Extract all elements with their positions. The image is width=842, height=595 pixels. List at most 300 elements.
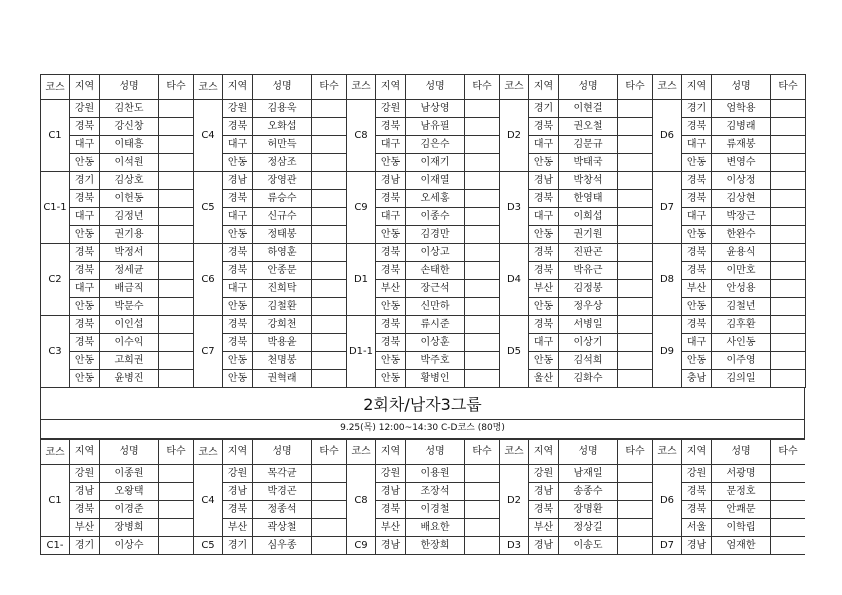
player-name: 배요한: [406, 519, 465, 537]
table-row: [41, 208, 806, 226]
course-code: D1: [347, 244, 376, 316]
player-region: 대구: [682, 136, 712, 154]
player-strokes: [159, 100, 194, 118]
header-strokes: 타수: [771, 440, 806, 465]
player-strokes: [618, 334, 653, 352]
player-region: 경남: [223, 483, 253, 501]
group2-title: 2회차/남자3그룹: [41, 388, 805, 420]
player-name: 이석원: [100, 154, 159, 172]
course-code: C6: [194, 244, 223, 316]
player-strokes: [618, 118, 653, 136]
table-row: [41, 370, 806, 388]
header-name: 성명: [100, 440, 159, 465]
player-region: 강원: [70, 100, 100, 118]
player-name: 오왕택: [100, 483, 159, 501]
player-strokes: [771, 100, 806, 118]
player-region: 경북: [682, 190, 712, 208]
player-strokes: [465, 208, 500, 226]
player-region: 서울: [682, 519, 712, 537]
course-code: C3: [41, 316, 70, 388]
player-strokes: [465, 244, 500, 262]
player-name: 하영훈: [253, 244, 312, 262]
header-region: 지역: [70, 75, 100, 100]
player-name: 김경만: [406, 226, 465, 244]
player-region: 경남: [682, 537, 712, 555]
course-code: D3: [500, 172, 529, 244]
header-name: 성명: [406, 440, 465, 465]
player-strokes: [465, 483, 500, 501]
player-name: 배금직: [100, 280, 159, 298]
player-strokes: [465, 316, 500, 334]
player-region: 대구: [223, 280, 253, 298]
course-code: D7: [653, 537, 682, 555]
header-region: 지역: [376, 440, 406, 465]
player-region: 경북: [529, 118, 559, 136]
header-name: 성명: [100, 75, 159, 100]
player-strokes: [771, 352, 806, 370]
player-region: 안동: [529, 352, 559, 370]
player-strokes: [159, 190, 194, 208]
player-name: 한장희: [406, 537, 465, 555]
course-code: C8: [347, 465, 376, 537]
player-strokes: [312, 298, 347, 316]
player-strokes: [312, 226, 347, 244]
player-name: 김정년: [100, 208, 159, 226]
course-code: D1-1: [347, 316, 376, 388]
player-strokes: [465, 172, 500, 190]
table-row: [41, 352, 806, 370]
player-region: 경남: [223, 172, 253, 190]
player-strokes: [771, 118, 806, 136]
player-region: 안동: [682, 154, 712, 172]
course-code: D2: [500, 465, 529, 537]
player-region: 경기: [529, 100, 559, 118]
player-strokes: [618, 208, 653, 226]
player-strokes: [312, 136, 347, 154]
player-region: 부산: [529, 280, 559, 298]
player-strokes: [618, 262, 653, 280]
course-code: D5: [500, 316, 529, 388]
player-region: 경기: [70, 537, 100, 555]
player-name: 권오철: [559, 118, 618, 136]
player-strokes: [465, 226, 500, 244]
player-strokes: [159, 334, 194, 352]
player-strokes: [159, 465, 194, 483]
player-region: 경북: [70, 262, 100, 280]
schedule-sheet: [40, 74, 805, 569]
player-name: 박유근: [559, 262, 618, 280]
player-strokes: [771, 501, 806, 519]
table-row: [41, 501, 806, 519]
player-region: 안동: [70, 226, 100, 244]
player-region: 경북: [70, 501, 100, 519]
player-region: 경북: [682, 172, 712, 190]
player-strokes: [618, 316, 653, 334]
player-name: 안종문: [253, 262, 312, 280]
course-code: D9: [653, 316, 682, 388]
player-name: 이상기: [559, 334, 618, 352]
player-strokes: [312, 280, 347, 298]
player-region: 경북: [529, 262, 559, 280]
player-strokes: [312, 262, 347, 280]
player-region: 강원: [529, 465, 559, 483]
player-strokes: [159, 316, 194, 334]
player-strokes: [618, 537, 653, 555]
player-name: 오화섭: [253, 118, 312, 136]
table-row: [41, 244, 806, 262]
player-region: 안동: [529, 298, 559, 316]
player-region: 경남: [529, 172, 559, 190]
table-row: [41, 136, 806, 154]
player-strokes: [312, 172, 347, 190]
player-strokes: [312, 537, 347, 555]
player-name: 이상고: [406, 244, 465, 262]
player-name: 고희권: [100, 352, 159, 370]
player-strokes: [312, 352, 347, 370]
player-name: 강희천: [253, 316, 312, 334]
player-name: 이태흥: [100, 136, 159, 154]
course-code: C7: [194, 316, 223, 388]
player-region: 대구: [223, 136, 253, 154]
player-strokes: [771, 190, 806, 208]
player-region: 부산: [70, 519, 100, 537]
player-strokes: [159, 280, 194, 298]
player-strokes: [618, 352, 653, 370]
player-region: 경북: [70, 190, 100, 208]
player-strokes: [312, 208, 347, 226]
player-strokes: [465, 154, 500, 172]
table-row: [41, 316, 806, 334]
header-course: 코스: [500, 75, 529, 100]
player-strokes: [159, 154, 194, 172]
player-strokes: [465, 298, 500, 316]
player-name: 남유필: [406, 118, 465, 136]
header-course: 코스: [347, 75, 376, 100]
player-region: 안동: [70, 298, 100, 316]
player-region: 대구: [376, 136, 406, 154]
player-name: 서광명: [712, 465, 771, 483]
table-row: [41, 262, 806, 280]
player-name: 오세홍: [406, 190, 465, 208]
header-course: 코스: [194, 75, 223, 100]
player-name: 박주호: [406, 352, 465, 370]
player-name: 김의일: [712, 370, 771, 388]
player-name: 이경철: [406, 501, 465, 519]
player-name: 사인동: [712, 334, 771, 352]
player-region: 안동: [223, 370, 253, 388]
course-code: C2: [41, 244, 70, 316]
player-strokes: [159, 244, 194, 262]
player-name: 황병인: [406, 370, 465, 388]
player-name: 이송도: [559, 537, 618, 555]
header-strokes: 타수: [618, 440, 653, 465]
player-region: 경북: [529, 316, 559, 334]
player-name: 윤용식: [712, 244, 771, 262]
player-name: 박문수: [100, 298, 159, 316]
player-strokes: [465, 190, 500, 208]
header-strokes: 타수: [159, 75, 194, 100]
player-name: 김병래: [712, 118, 771, 136]
header-strokes: 타수: [312, 75, 347, 100]
player-region: 강원: [682, 465, 712, 483]
player-region: 안동: [529, 154, 559, 172]
player-name: 안쾌문: [712, 501, 771, 519]
player-strokes: [159, 172, 194, 190]
header-name: 성명: [253, 75, 312, 100]
player-region: 경북: [376, 244, 406, 262]
player-region: 강원: [223, 100, 253, 118]
group1-table: [40, 74, 806, 388]
player-name: 목각균: [253, 465, 312, 483]
player-region: 경남: [376, 172, 406, 190]
table-row: [41, 118, 806, 136]
player-strokes: [771, 465, 806, 483]
player-name: 정태봉: [253, 226, 312, 244]
player-strokes: [618, 483, 653, 501]
player-name: 정삼조: [253, 154, 312, 172]
header-name: 성명: [559, 75, 618, 100]
player-name: 강신창: [100, 118, 159, 136]
player-region: 부산: [376, 519, 406, 537]
player-name: 남재일: [559, 465, 618, 483]
player-name: 허만득: [253, 136, 312, 154]
header-region: 지역: [70, 440, 100, 465]
player-strokes: [312, 501, 347, 519]
player-name: 심우종: [253, 537, 312, 555]
header-strokes: 타수: [159, 440, 194, 465]
table-row: [41, 519, 806, 537]
player-region: 충남: [682, 370, 712, 388]
player-region: 울산: [529, 370, 559, 388]
player-region: 안동: [682, 226, 712, 244]
player-name: 남상영: [406, 100, 465, 118]
player-region: 경북: [70, 334, 100, 352]
player-name: 이용원: [406, 465, 465, 483]
player-region: 경남: [376, 483, 406, 501]
player-name: 정우상: [559, 298, 618, 316]
table-row: [41, 100, 806, 118]
group2-heading: [40, 388, 805, 439]
player-name: 류승수: [253, 190, 312, 208]
player-strokes: [312, 154, 347, 172]
player-name: 김용욱: [253, 100, 312, 118]
player-name: 권혁래: [253, 370, 312, 388]
player-region: 경북: [223, 244, 253, 262]
player-strokes: [618, 136, 653, 154]
player-region: 대구: [529, 208, 559, 226]
player-region: 경북: [682, 501, 712, 519]
course-code: C4: [194, 465, 223, 537]
player-name: 윤병진: [100, 370, 159, 388]
player-region: 경북: [529, 501, 559, 519]
player-region: 대구: [529, 136, 559, 154]
player-region: 경북: [682, 262, 712, 280]
player-region: 경남: [529, 483, 559, 501]
course-code: C1-: [41, 537, 70, 555]
course-code: C1-1: [41, 172, 70, 244]
player-name: 장병희: [100, 519, 159, 537]
player-strokes: [465, 118, 500, 136]
player-name: 한영태: [559, 190, 618, 208]
player-strokes: [618, 154, 653, 172]
player-region: 경남: [529, 537, 559, 555]
table-row: [41, 537, 806, 555]
player-name: 이재기: [406, 154, 465, 172]
player-name: 이학립: [712, 519, 771, 537]
player-strokes: [312, 519, 347, 537]
player-strokes: [771, 136, 806, 154]
player-region: 경기: [223, 537, 253, 555]
player-strokes: [771, 154, 806, 172]
header-course: 코스: [653, 75, 682, 100]
player-strokes: [771, 172, 806, 190]
player-strokes: [465, 334, 500, 352]
player-region: 부산: [223, 519, 253, 537]
player-strokes: [618, 190, 653, 208]
player-strokes: [159, 537, 194, 555]
player-strokes: [159, 136, 194, 154]
player-strokes: [312, 334, 347, 352]
player-name: 박창석: [559, 172, 618, 190]
player-name: 이재열: [406, 172, 465, 190]
course-code: D3: [500, 537, 529, 555]
player-strokes: [771, 370, 806, 388]
course-code: D6: [653, 465, 682, 537]
player-strokes: [771, 519, 806, 537]
header-region: 지역: [682, 75, 712, 100]
player-strokes: [771, 244, 806, 262]
player-region: 강원: [70, 465, 100, 483]
player-region: 부산: [376, 280, 406, 298]
player-strokes: [771, 316, 806, 334]
player-region: 안동: [682, 298, 712, 316]
player-name: 박태국: [559, 154, 618, 172]
player-strokes: [618, 244, 653, 262]
player-name: 권기원: [559, 226, 618, 244]
player-name: 신규수: [253, 208, 312, 226]
player-region: 대구: [223, 208, 253, 226]
player-name: 안성용: [712, 280, 771, 298]
table-row: [41, 483, 806, 501]
player-strokes: [312, 370, 347, 388]
course-code: C8: [347, 100, 376, 172]
header-region: 지역: [223, 75, 253, 100]
course-code: C9: [347, 537, 376, 555]
player-name: 이상정: [712, 172, 771, 190]
player-strokes: [465, 519, 500, 537]
player-name: 장영관: [253, 172, 312, 190]
player-name: 진판곤: [559, 244, 618, 262]
header-course: 코스: [500, 440, 529, 465]
player-name: 박장근: [712, 208, 771, 226]
player-region: 안동: [70, 370, 100, 388]
player-name: 이종수: [406, 208, 465, 226]
player-strokes: [312, 483, 347, 501]
player-region: 경북: [376, 118, 406, 136]
player-strokes: [465, 100, 500, 118]
player-region: 경북: [70, 244, 100, 262]
player-region: 안동: [376, 352, 406, 370]
player-region: 대구: [529, 334, 559, 352]
player-region: 대구: [70, 136, 100, 154]
player-region: 대구: [70, 280, 100, 298]
player-strokes: [771, 334, 806, 352]
course-code: C1: [41, 100, 70, 172]
player-strokes: [159, 262, 194, 280]
player-name: 이경준: [100, 501, 159, 519]
header-row: [41, 440, 806, 465]
player-name: 권기용: [100, 226, 159, 244]
player-strokes: [771, 537, 806, 555]
player-name: 정세균: [100, 262, 159, 280]
player-name: 천명봉: [253, 352, 312, 370]
player-region: 안동: [529, 226, 559, 244]
player-strokes: [618, 298, 653, 316]
player-strokes: [312, 244, 347, 262]
player-name: 이상훈: [406, 334, 465, 352]
player-name: 김찬도: [100, 100, 159, 118]
player-region: 대구: [376, 208, 406, 226]
player-name: 김화수: [559, 370, 618, 388]
player-strokes: [771, 226, 806, 244]
player-region: 안동: [223, 298, 253, 316]
player-name: 곽상철: [253, 519, 312, 537]
player-strokes: [618, 501, 653, 519]
header-region: 지역: [682, 440, 712, 465]
player-region: 경북: [376, 262, 406, 280]
header-course: 코스: [347, 440, 376, 465]
table-row: [41, 172, 806, 190]
player-name: 김철년: [712, 298, 771, 316]
player-strokes: [618, 226, 653, 244]
header-region: 지역: [529, 75, 559, 100]
player-name: 조장석: [406, 483, 465, 501]
player-region: 경북: [682, 316, 712, 334]
header-name: 성명: [712, 75, 771, 100]
player-strokes: [159, 118, 194, 136]
player-region: 경북: [682, 244, 712, 262]
player-region: 안동: [223, 154, 253, 172]
player-strokes: [312, 316, 347, 334]
player-name: 이종원: [100, 465, 159, 483]
header-strokes: 타수: [465, 75, 500, 100]
player-name: 이만호: [712, 262, 771, 280]
player-region: 안동: [70, 154, 100, 172]
player-region: 안동: [376, 154, 406, 172]
player-strokes: [465, 262, 500, 280]
player-strokes: [312, 190, 347, 208]
table-row: [41, 280, 806, 298]
course-code: D6: [653, 100, 682, 172]
player-region: 경북: [223, 316, 253, 334]
player-strokes: [618, 370, 653, 388]
player-region: 경기: [682, 100, 712, 118]
player-strokes: [465, 280, 500, 298]
player-name: 장명환: [559, 501, 618, 519]
player-name: 김후환: [712, 316, 771, 334]
player-region: 강원: [376, 100, 406, 118]
player-name: 엄학용: [712, 100, 771, 118]
header-course: 코스: [653, 440, 682, 465]
player-region: 경북: [223, 334, 253, 352]
player-name: 박정서: [100, 244, 159, 262]
course-code: C5: [194, 172, 223, 244]
player-strokes: [465, 465, 500, 483]
header-strokes: 타수: [771, 75, 806, 100]
player-strokes: [159, 501, 194, 519]
player-name: 변영수: [712, 154, 771, 172]
player-strokes: [618, 465, 653, 483]
